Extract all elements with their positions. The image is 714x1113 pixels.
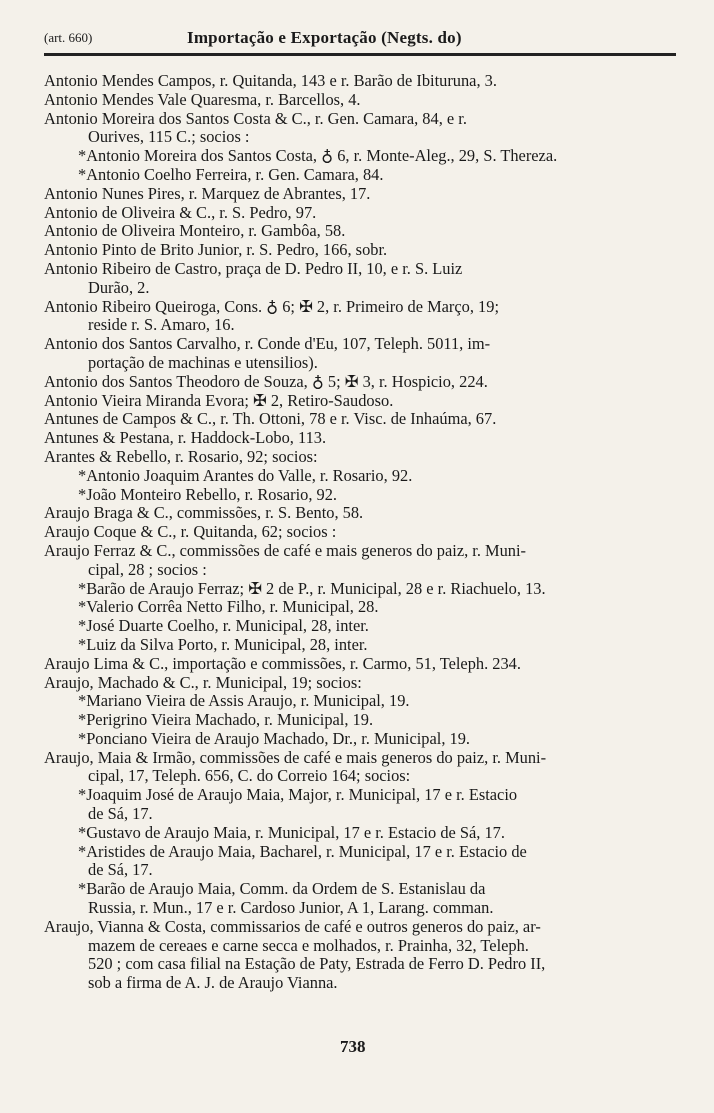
entry-line: Arantes & Rebello, r. Rosario, 92; socios: (44, 446, 318, 466)
entry-line: Antonio Mendes Vale Quaresma, r. Barcellos, 4. (44, 89, 361, 109)
partner-line: *Joaquim José de Araujo Maia, Major, r. Municipal, 17 e r. Estacio (78, 785, 518, 805)
partner-line: *José Duarte Coelho, r. Municipal, 28, inter. (78, 616, 369, 636)
partner-line: *Ponciano Vieira de Araujo Machado, Dr., r. Municipal, 19. (78, 728, 471, 748)
entry-line: Araujo Braga & C., commissões, r. S. Bento, 58. (44, 503, 364, 523)
entry-line: Araujo, Machado & C., r. Municipal, 19; socios: (44, 672, 362, 692)
directory-entries (44, 72, 680, 993)
continuation-line: portação de machinas e utensilios). (88, 352, 318, 372)
entry-line: Antonio de Oliveira & C., r. S. Pedro, 97. (44, 202, 317, 222)
partner-line: *Antonio Coelho Ferreira, r. Gen. Camara, 84. (78, 164, 384, 184)
header-rule (44, 53, 676, 56)
entry-line: Araujo, Vianna & Costa, commissarios de café e outros generos do paiz, ar- (44, 916, 541, 936)
entry-line: Antonio Ribeiro de Castro, praça de D. Pedro II, 10, e r. S. Luiz (44, 258, 463, 278)
entry-line: Antonio dos Santos Theodoro de Souza, ♁ 5; ✠ 3, r. Hospicio, 224. (44, 371, 488, 391)
entry-line: Antunes de Campos & C., r. Th. Ottoni, 78 e r. Visc. de Inhaúma, 67. (44, 409, 497, 429)
entry-line: Araujo Coque & C., r. Quitanda, 62; socios : (44, 522, 337, 542)
entry-line: Antonio Pinto de Brito Junior, r. S. Pedro, 166, sobr. (44, 240, 388, 260)
partner-line: *Barão de Araujo Ferraz; ✠ 2 de P., r. Municipal, 28 e r. Riachuelo, 13. (78, 578, 546, 598)
continuation-line: 520 ; com casa filial na Estação de Paty, Estrada de Ferro D. Pedro II, (88, 954, 546, 974)
entry-line: Araujo, Maia & Irmão, commissões de café e mais generos do paiz, r. Muni- (44, 747, 547, 767)
entry-line: Antonio de Oliveira Monteiro, r. Gambôa, 58. (44, 221, 346, 241)
page-number: 738 (340, 1037, 366, 1056)
partner-line: *Aristides de Araujo Maia, Bacharel, r. Municipal, 17 e r. Estacio de (78, 841, 527, 861)
partner-line: *Luiz da Silva Porto, r. Municipal, 28, inter. (78, 634, 368, 654)
partner-line: *Valerio Corrêa Netto Filho, r. Municipal, 28. (78, 597, 379, 617)
entry-line: Antonio Ribeiro Queiroga, Cons. ♁ 6; ✠ 2, r. Primeiro de Março, 19; (44, 296, 499, 316)
entry-line: Araujo Lima & C., importação e commissões, r. Carmo, 51, Teleph. 234. (44, 653, 521, 673)
entry-line: Antonio Vieira Miranda Evora; ✠ 2, Retiro-Saudoso. (44, 390, 394, 410)
continuation-line: cipal, 17, Teleph. 656, C. do Correio 164; socios: (88, 766, 411, 786)
entry-line: Antonio Nunes Pires, r. Marquez de Abrantes, 17. (44, 183, 371, 203)
entry-line: Antonio dos Santos Carvalho, r. Conde d'Eu, 107, Teleph. 5011, im- (44, 334, 491, 354)
continuation-line: de Sá, 17. (88, 804, 153, 824)
continuation-line: de Sá, 17. (88, 860, 153, 880)
continuation-line: Russia, r. Mun., 17 e r. Cardoso Junior, A 1, Larang. comman. (88, 898, 494, 918)
partner-line: *Barão de Araujo Maia, Comm. da Ordem de S. Estanislau da (78, 879, 486, 899)
continuation-line: mazem de cereaes e carne secca e molhados, r. Prainha, 32, Teleph. (88, 935, 529, 955)
entry-line: Araujo Ferraz & C., commissões de café e mais generos do paiz, r. Muni- (44, 540, 527, 560)
continuation-line: cipal, 28 ; socios : (88, 559, 207, 579)
header-title: Importação e Exportação (Negts. do) (187, 28, 462, 47)
entry-line: Antunes & Pestana, r. Haddock-Lobo, 113. (44, 428, 327, 448)
header-article-ref: (art. 660) (44, 30, 93, 45)
partner-line: *Mariano Vieira de Assis Araujo, r. Municipal, 19. (78, 691, 410, 711)
continuation-line: reside r. S. Amaro, 16. (88, 315, 235, 335)
continuation-line: sob a firma de A. J. de Araujo Vianna. (88, 973, 338, 993)
continuation-line: Durão, 2. (88, 277, 150, 297)
partner-line: *João Monteiro Rebello, r. Rosario, 92. (78, 484, 338, 504)
partner-line: *Gustavo de Araujo Maia, r. Municipal, 17 e r. Estacio de Sá, 17. (78, 822, 505, 842)
partner-line: *Perigrino Vieira Machado, r. Municipal, 19. (78, 710, 374, 730)
continuation-line: Ourives, 115 C.; socios : (88, 127, 250, 147)
entry-line: Antonio Mendes Campos, r. Quitanda, 143 e r. Barão de Ibituruna, 3. (44, 71, 497, 90)
partner-line: *Antonio Joaquim Arantes do Valle, r. Rosario, 92. (78, 465, 413, 485)
entry-line: Antonio Moreira dos Santos Costa & C., r. Gen. Camara, 84, e r. (44, 108, 467, 128)
partner-line: *Antonio Moreira dos Santos Costa, ♁ 6, r. Monte-Aleg., 29, S. Thereza. (78, 146, 558, 166)
